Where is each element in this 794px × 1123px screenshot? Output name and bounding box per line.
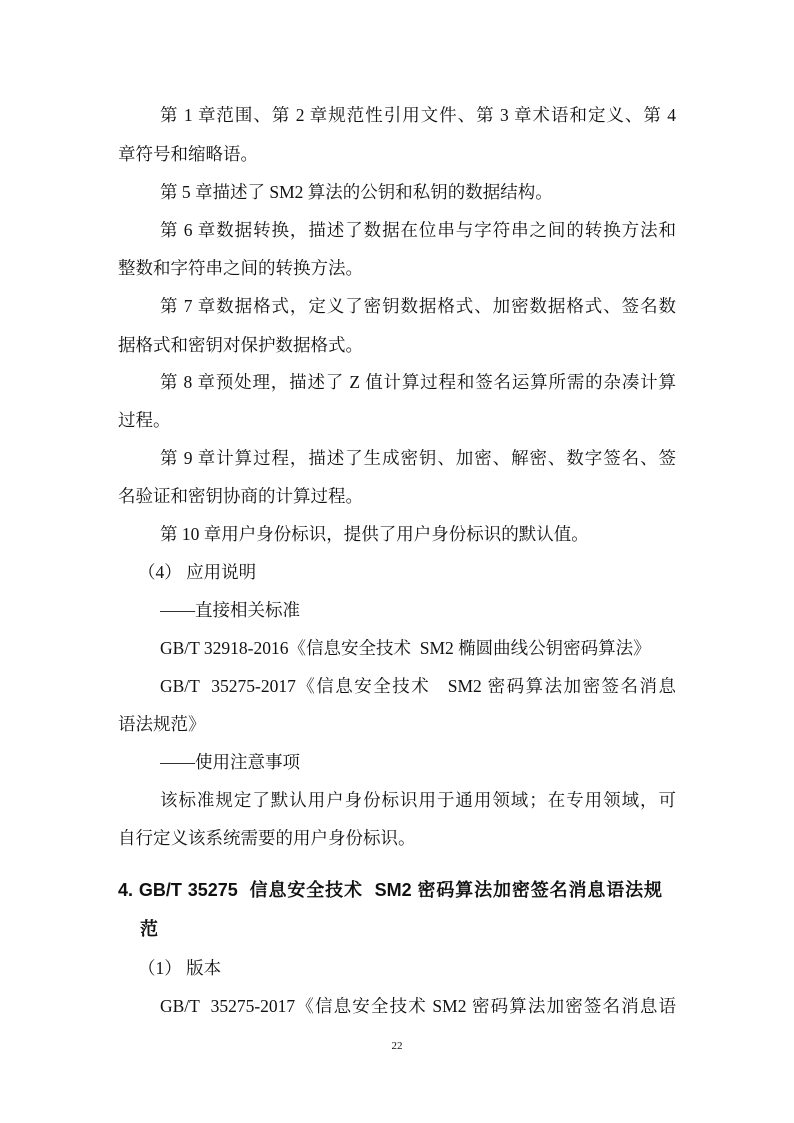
section-heading-continued: 范 bbox=[140, 919, 158, 939]
standard-reference: GB/T 32918-2016《信息安全技术 SM2 椭圆曲线公钥密码算法》 bbox=[160, 638, 651, 658]
list-dash-heading: ——直接相关标准 bbox=[160, 600, 300, 620]
list-dash-heading: ——使用注意事项 bbox=[160, 752, 300, 772]
text-line: 该标准规定了默认用户身份标识用于通用领域；在专用领域，可 bbox=[160, 790, 676, 810]
standard-reference: GB/T 35275-2017《信息安全技术 SM2 密码算法加密签名消息 bbox=[160, 676, 676, 696]
text-line: 第 9 章计算过程，描述了生成密钥、加密、解密、数字签名、签 bbox=[160, 448, 676, 468]
standard-reference: GB/T 35275-2017《信息安全技术 SM2 密码算法加密签名消息语 bbox=[160, 996, 676, 1016]
text-line: 据格式和密钥对保护数据格式。 bbox=[118, 335, 363, 355]
subsection-label: （1） 版本 bbox=[138, 958, 222, 978]
text-line: 第 6 章数据转换，描述了数据在位串与字符串之间的转换方法和 bbox=[160, 220, 676, 240]
text-line: 第 10 章用户身份标识，提供了用户身份标识的默认值。 bbox=[160, 524, 589, 544]
text-line: 第 5 章描述了 SM2 算法的公钥和私钥的数据结构。 bbox=[160, 182, 553, 202]
text-line: 自行定义该系统需要的用户身份标识。 bbox=[118, 828, 416, 848]
text-line: 第 7 章数据格式，定义了密钥数据格式、加密数据格式、签名数 bbox=[160, 296, 676, 316]
section-heading: 4. GB/T 35275 信息安全技术 SM2 密码算法加密签名消息语法规 bbox=[118, 880, 662, 900]
subsection-label: （4） 应用说明 bbox=[138, 562, 257, 582]
page-number: 22 bbox=[391, 1040, 403, 1052]
text-line: 过程。 bbox=[118, 410, 171, 430]
text-line: 章符号和缩略语。 bbox=[118, 144, 258, 164]
text-line: 名验证和密钥协商的计算过程。 bbox=[118, 486, 363, 506]
text-line: 整数和字符串之间的转换方法。 bbox=[118, 258, 363, 278]
text-line: 第 1 章范围、第 2 章规范性引用文件、第 3 章术语和定义、第 4 bbox=[160, 105, 676, 125]
text-line: 第 8 章预处理，描述了 Z 值计算过程和签名运算所需的杂凑计算 bbox=[160, 372, 676, 392]
text-line: 语法规范》 bbox=[118, 714, 206, 734]
